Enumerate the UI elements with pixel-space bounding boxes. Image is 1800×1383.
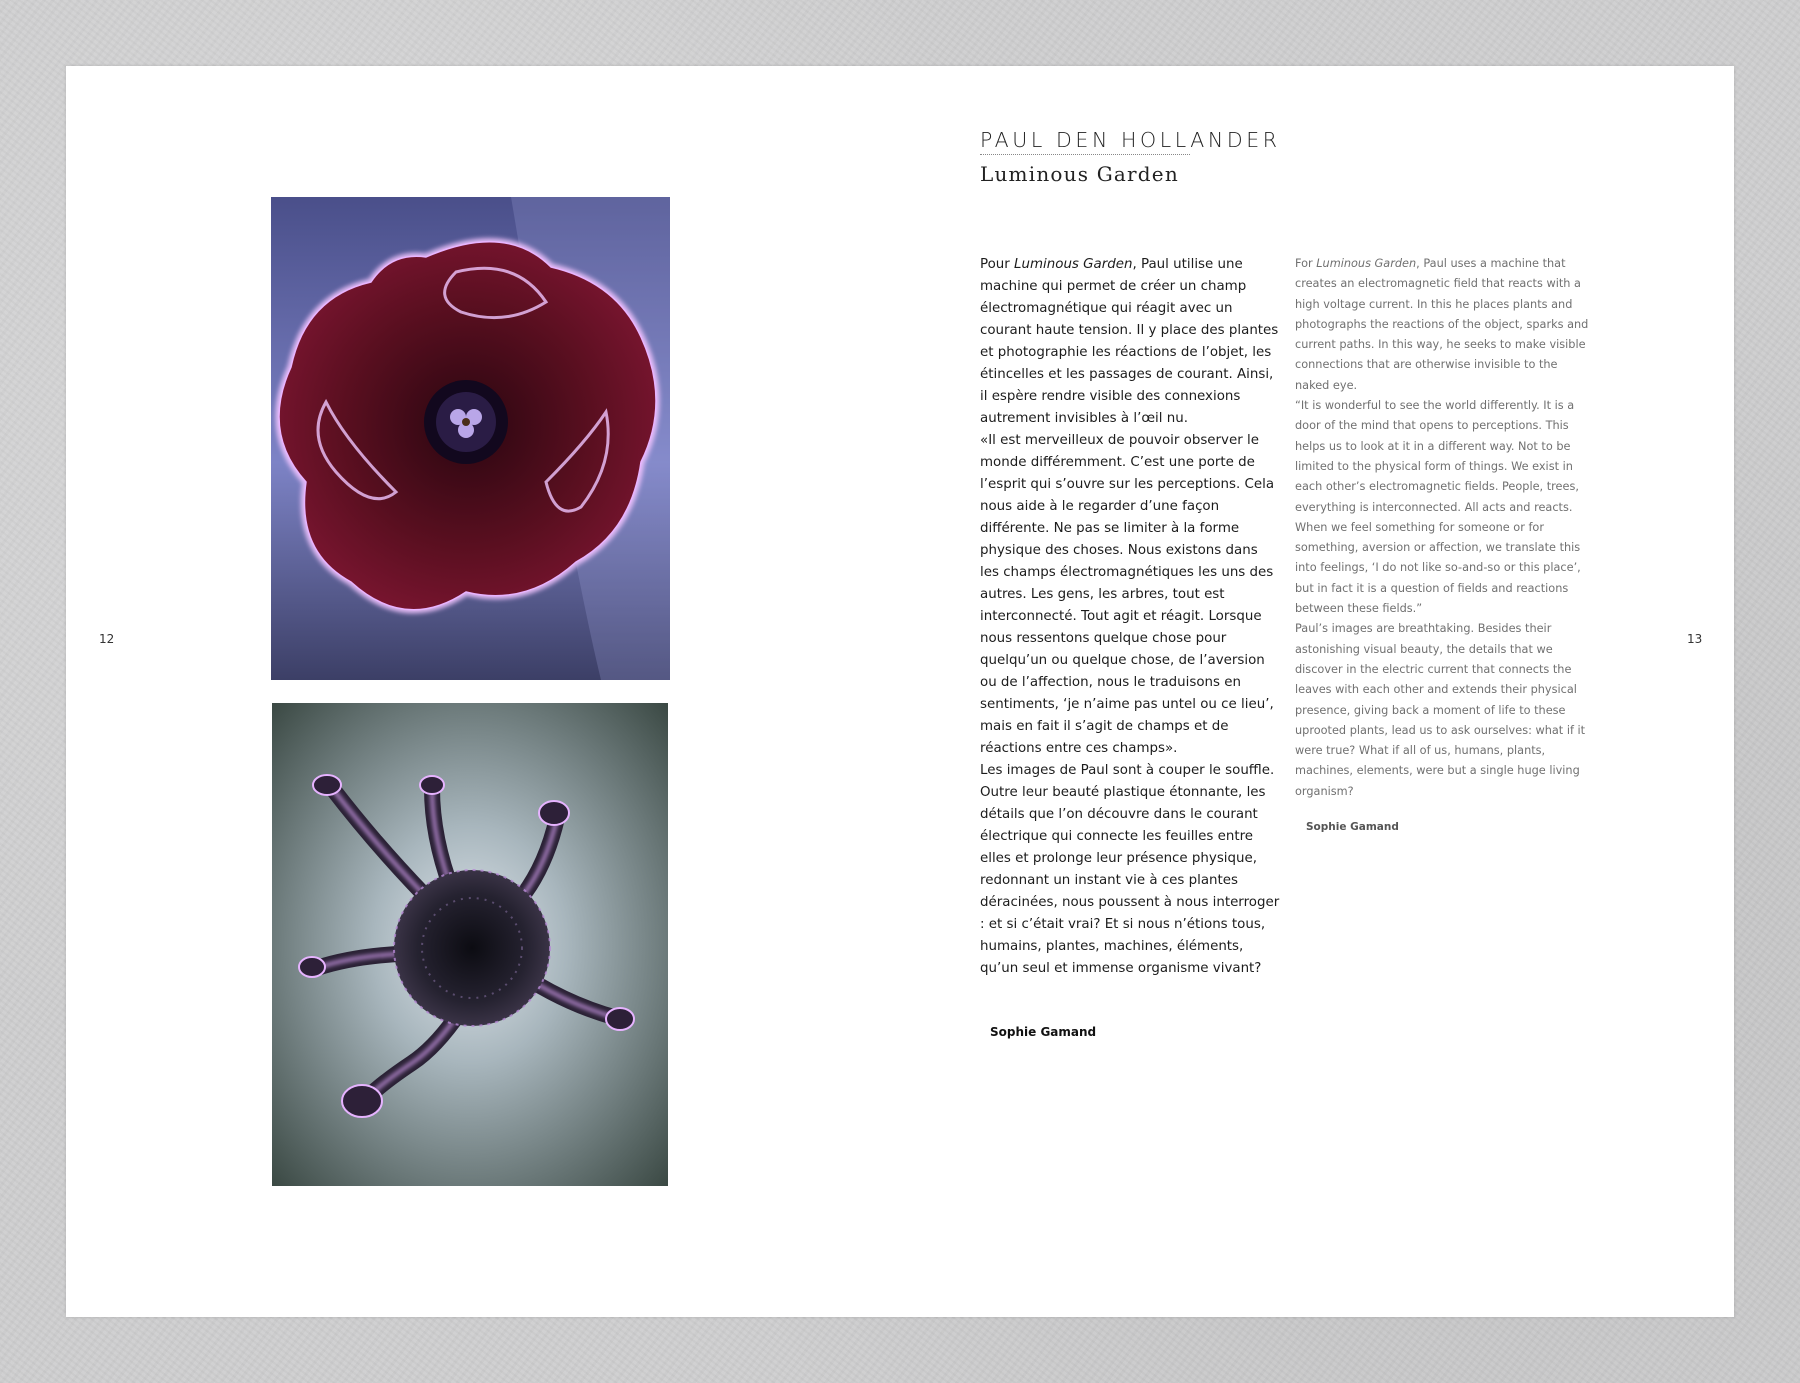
english-intro-body: , Paul uses a machine that creates an electromagnetic field that reacts with a high voltage current. In this he places plants and photographs the reactions of the object, sparks and current paths. In this way, he seeks to make visible connections that are otherwise invisible to the naked eye. (1295, 257, 1589, 392)
root-bulb-photo (272, 703, 668, 1186)
french-intro-title: Luminous Garden (1014, 257, 1133, 272)
english-intro-lead: For (1295, 257, 1317, 270)
page-number-right: 13 (1687, 632, 1703, 646)
french-conclusion-paragraph: Les images de Paul sont à couper le souffle. Outre leur beauté plastique étonnante, les détails que l’on découvre dans le courant électrique qui connecte les feuilles entre elles et prolonge leur présence physique, redonnant un instant vie à ces plantes déracinées, nous poussent à nous interroger : et si c’était vrai? Et si nous n’étions tous, humains, plantes, machines, éléments, qu’un seul et immense organisme vivant? (980, 763, 1280, 976)
work-title: Luminous Garden (980, 162, 1179, 186)
french-signature: Sophie Gamand (990, 1025, 1097, 1039)
author-name: PAUL DEN HOLLANDER (980, 128, 1281, 152)
english-intro-paragraph (1295, 254, 1595, 396)
english-conclusion-paragraph: Paul’s images are breathtaking. Besides their astonishing visual beauty, the details that we discover in the electric current that connects the leaves with each other and extends their physical presence, giving back a moment of life to these uprooted plants, lead us to ask ourselves: what if it were true? What if all of us, humans, plants, machines, elements, were but a single huge living organism? (1295, 622, 1586, 798)
title-divider (980, 154, 1190, 155)
english-quote-paragraph: “It is wonderful to see the world differently. It is a door of the mind that opens to perceptions. This helps us to look at it in a different way. Not to be limited to the physical form of things. We exist in each other’s electromagnetic fields. People, trees, everything is interconnected. All acts and reacts. When we feel something for someone or for something, aversion or affection, we translate this into feelings, ‘I do not like so-and-so or this place’, but in fact it is a question of fields and reactions between these fields.” (1295, 399, 1581, 616)
french-text-column (980, 254, 1280, 980)
french-intro-paragraph (980, 254, 1280, 430)
french-intro-body: , Paul utilise une machine qui permet de créer un champ électromagnétique qui réagit avec un courant haute tension. Il y place des plantes et photographie les réactions de l’objet, les étincelles et les passages de courant. Ainsi, il espère rendre visible des connexions autrement invisibles à l’œil nu. (980, 257, 1279, 426)
tulip-photo (271, 197, 670, 680)
french-quote-paragraph: «Il est merveilleux de pouvoir observer le monde différemment. C’est une porte de l’esprit qui s’ouvre sur les perceptions. Cela nous aide à le regarder d’une façon différente. Ne pas se limiter à la forme physique des choses. Nous existons dans les champs électromagnétiques les uns des autres. Les gens, les arbres, tout est interconnecté. Tout agit et réagit. Lorsque nous ressentons quelque chose pour quelqu’un ou quelque chose, de l’aversion ou de l’affection, nous le traduisons en sentiments, ‘je n’aime pas untel ou ce lieu’, mais en fait il s’agit de champs et de réactions entre ces champs». (980, 433, 1275, 756)
english-signature: Sophie Gamand (1306, 821, 1399, 833)
french-intro-lead: Pour (980, 257, 1015, 272)
english-text-column (1295, 254, 1595, 802)
page-number-left: 12 (99, 632, 115, 646)
english-intro-title: Luminous Garden (1316, 257, 1417, 270)
